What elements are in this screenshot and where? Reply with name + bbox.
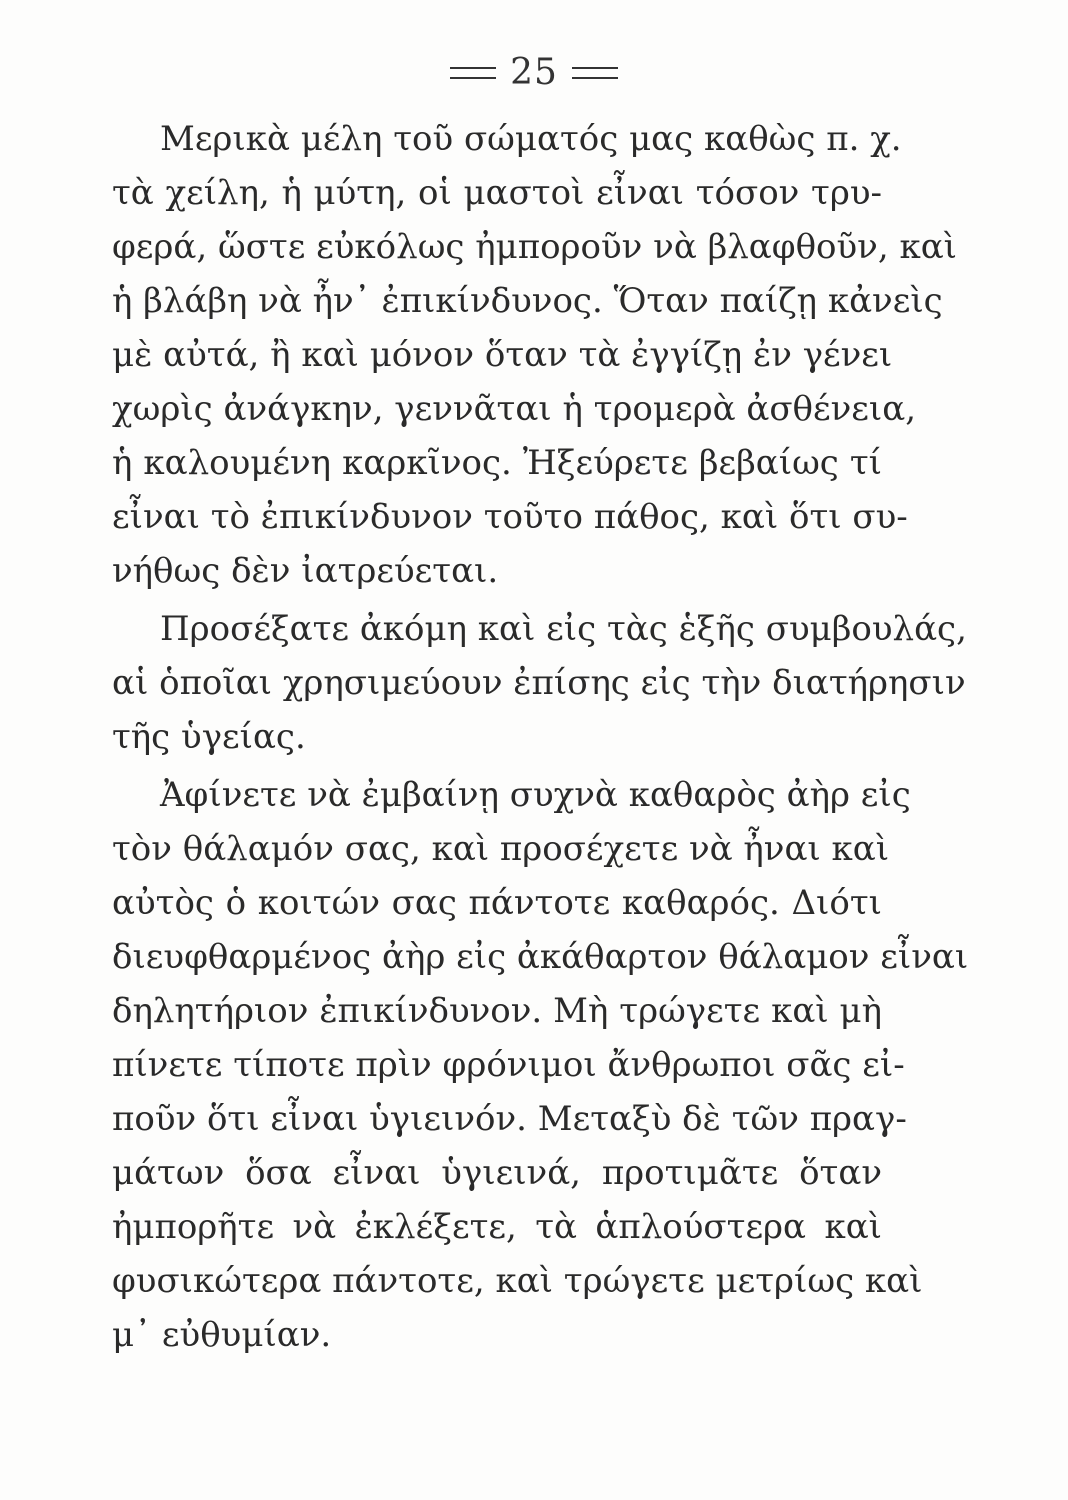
text-line: ποῦν ὅτι εἶναι ὑγιεινόν. Μεταξὺ δὲ τῶν πραγ-	[112, 1099, 907, 1139]
text-line: πίνετε τίποτε πρὶν φρόνιμοι ἄνθρωποι σᾶς εἰ-	[112, 1045, 905, 1085]
text-line: ἠμπορῆτε νὰ ἐκλέξετε, τὰ ἁπλούστερα καὶ	[112, 1207, 882, 1247]
text-line: εἶναι τὸ ἐπικίνδυνον τοῦτο πάθος, καὶ ὅτι συ-	[112, 497, 908, 537]
text-line: ἡ βλάβη νὰ ἦν᾽ ἐπικίνδυνος. Ὅταν παίζῃ κἀνεὶς	[112, 281, 943, 321]
text-line: δηλητήριον ἐπικίνδυνον. Μὴ τρώγετε καὶ μὴ	[112, 991, 882, 1031]
text-line: φυσικώτερα πάντοτε, καὶ τρώγετε μετρίως καὶ	[112, 1261, 923, 1301]
text-line: φερά, ὥστε εὐκόλως ἠμποροῦν νὰ βλαφθοῦν, καὶ	[112, 227, 958, 267]
text-line: ἡ καλουμένη καρκῖνος. Ἠξεύρετε βεβαίως τί	[112, 443, 882, 483]
page-number: 25	[510, 52, 558, 93]
page-number-header	[0, 52, 1068, 93]
text-line: αἱ ὁποῖαι χρησιμεύουν ἐπίσης εἰς τὴν διατήρησιν	[112, 663, 966, 703]
text-line: χωρὶς ἀνάγκην, γεννᾶται ἡ τρομερὰ ἀσθένεια,	[112, 389, 916, 429]
text-body	[112, 112, 969, 1362]
text-line: τὸν θάλαμόν σας, καὶ προσέχετε νὰ ἦναι καὶ	[112, 829, 890, 869]
right-double-rule	[572, 67, 618, 79]
left-double-rule	[450, 67, 496, 79]
text-line: Ἀφίνετε νὰ ἐμβαίνῃ συχνὰ καθαρὸς ἀὴρ εἰς	[160, 775, 911, 815]
text-line: νήθως δὲν ἰατρεύεται.	[112, 551, 499, 591]
text-line: μὲ αὐτά, ἢ καὶ μόνον ὅταν τὰ ἐγγίζῃ ἐν γένει	[112, 335, 893, 375]
text-line: τῆς ὑγείας.	[112, 717, 306, 757]
text-line: διευφθαρμένος ἀὴρ εἰς ἀκάθαρτον θάλαμον εἶναι	[112, 937, 969, 977]
text-line: Προσέξατε ἀκόμη καὶ εἰς τὰς ἑξῆς συμβουλάς,	[160, 609, 967, 649]
text-line: μάτων ὅσα εἶναι ὑγιεινά, προτιμᾶτε ὅταν	[112, 1153, 882, 1193]
text-line: αὐτὸς ὁ κοιτών σας πάντοτε καθαρός. Διότι	[112, 883, 882, 923]
text-line: μ᾽ εὐθυμίαν.	[112, 1315, 332, 1355]
text-line: Μερικὰ μέλη τοῦ σώματός μας καθὼς π. χ.	[160, 119, 902, 159]
text-line: τὰ χείλη, ἡ μύτη, οἱ μαστοὶ εἶναι τόσον τρυ-	[112, 173, 882, 213]
